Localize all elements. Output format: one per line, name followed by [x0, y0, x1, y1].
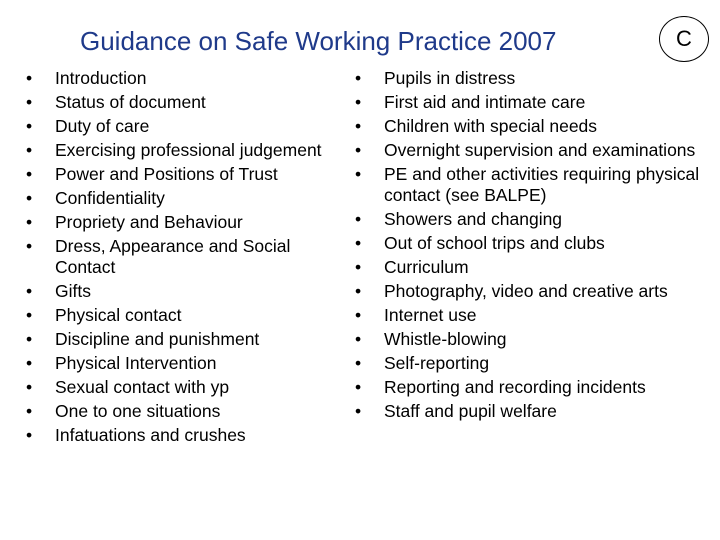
- list-item: [355, 209, 705, 230]
- list-item-text: Status of document: [55, 92, 206, 112]
- list-item-text: Discipline and punishment: [55, 329, 260, 349]
- list-item: [355, 164, 705, 206]
- bullet-icon: •: [26, 92, 33, 112]
- bullet-icon: •: [26, 401, 33, 421]
- bullet-icon: •: [26, 377, 33, 397]
- bullet-icon: •: [355, 68, 362, 88]
- list-item: [26, 353, 336, 374]
- list-item: [26, 281, 336, 302]
- list-item-text: One to one situations: [55, 401, 221, 421]
- list-item: [26, 188, 336, 209]
- list-item-text: Duty of care: [55, 116, 150, 136]
- bullet-icon: •: [26, 164, 33, 184]
- list-item: [26, 377, 336, 398]
- list-item: [355, 233, 705, 254]
- list-item-text: Physical Intervention: [55, 353, 217, 373]
- list-item: [355, 140, 705, 161]
- list-item-text: Showers and changing: [384, 209, 563, 229]
- bullet-icon: •: [355, 329, 362, 349]
- list-item: [26, 116, 336, 137]
- list-item: [26, 401, 336, 422]
- bullet-icon: •: [26, 188, 33, 208]
- list-item: [26, 164, 336, 185]
- bullet-icon: •: [26, 353, 33, 373]
- bullet-icon: •: [355, 281, 362, 301]
- bullet-icon: •: [26, 116, 33, 136]
- list-item-text: PE and other activities requiring physical contact (see BALPE): [384, 164, 700, 205]
- list-item-text: Dress, Appearance and Social Contact: [55, 236, 291, 277]
- list-item: [26, 236, 336, 278]
- bullet-icon: •: [355, 233, 362, 253]
- bullet-icon: •: [26, 68, 33, 88]
- bullet-icon: •: [355, 353, 362, 373]
- list-item-text: Internet use: [384, 305, 477, 325]
- list-item: [26, 140, 336, 161]
- list-item: [355, 68, 705, 89]
- list-item-text: Whistle-blowing: [384, 329, 507, 349]
- list-item: [355, 281, 705, 302]
- list-item-text: Photography, video and creative arts: [384, 281, 668, 301]
- bullet-icon: •: [355, 164, 362, 184]
- bullet-icon: •: [26, 329, 33, 349]
- list-item-text: Staff and pupil welfare: [384, 401, 557, 421]
- list-item-text: Children with special needs: [384, 116, 598, 136]
- list-item: [355, 305, 705, 326]
- list-item-text: Propriety and Behaviour: [55, 212, 243, 232]
- list-item: [26, 68, 336, 89]
- list-item-text: Out of school trips and clubs: [384, 233, 605, 253]
- list-item: [26, 212, 336, 233]
- bullet-icon: •: [355, 401, 362, 421]
- list-item-text: Introduction: [55, 68, 147, 88]
- bullet-icon: •: [355, 92, 362, 112]
- right-topic-list: [355, 68, 705, 425]
- list-item-text: Reporting and recording incidents: [384, 377, 646, 397]
- list-item-text: First aid and intimate care: [384, 92, 586, 112]
- list-item-text: Self-reporting: [384, 353, 490, 373]
- bullet-icon: •: [355, 305, 362, 325]
- list-item-text: Sexual contact with yp: [55, 377, 230, 397]
- list-item-text: Curriculum: [384, 257, 469, 277]
- bullet-icon: •: [355, 377, 362, 397]
- list-item: [355, 257, 705, 278]
- list-item-text: Exercising professional judgement: [55, 140, 322, 160]
- list-item-text: Pupils in distress: [384, 68, 516, 88]
- bullet-icon: •: [26, 281, 33, 301]
- list-item: [355, 353, 705, 374]
- list-item: [355, 116, 705, 137]
- list-item-text: Overnight supervision and examinations: [384, 140, 696, 160]
- bullet-icon: •: [26, 425, 33, 445]
- list-item: [26, 305, 336, 326]
- list-item: [355, 377, 705, 398]
- slide-title: Guidance on Safe Working Practice 2007: [80, 26, 557, 56]
- list-item-text: Confidentiality: [55, 188, 165, 208]
- list-item: [355, 329, 705, 350]
- list-item: [26, 92, 336, 113]
- bullet-icon: •: [26, 236, 33, 256]
- bullet-icon: •: [26, 212, 33, 232]
- list-item: [26, 425, 336, 446]
- bullet-icon: •: [355, 116, 362, 136]
- bullet-icon: •: [355, 257, 362, 277]
- list-item-text: Power and Positions of Trust: [55, 164, 278, 184]
- list-item: [355, 92, 705, 113]
- left-topic-list: [26, 68, 336, 449]
- list-item: [355, 401, 705, 422]
- list-item-text: Infatuations and crushes: [55, 425, 246, 445]
- bullet-icon: •: [26, 305, 33, 325]
- list-item: [26, 329, 336, 350]
- list-item-text: Gifts: [55, 281, 91, 301]
- list-item-text: Physical contact: [55, 305, 182, 325]
- bullet-icon: •: [355, 140, 362, 160]
- bullet-icon: •: [26, 140, 33, 160]
- bullet-icon: •: [355, 209, 362, 229]
- section-badge: C: [659, 16, 709, 62]
